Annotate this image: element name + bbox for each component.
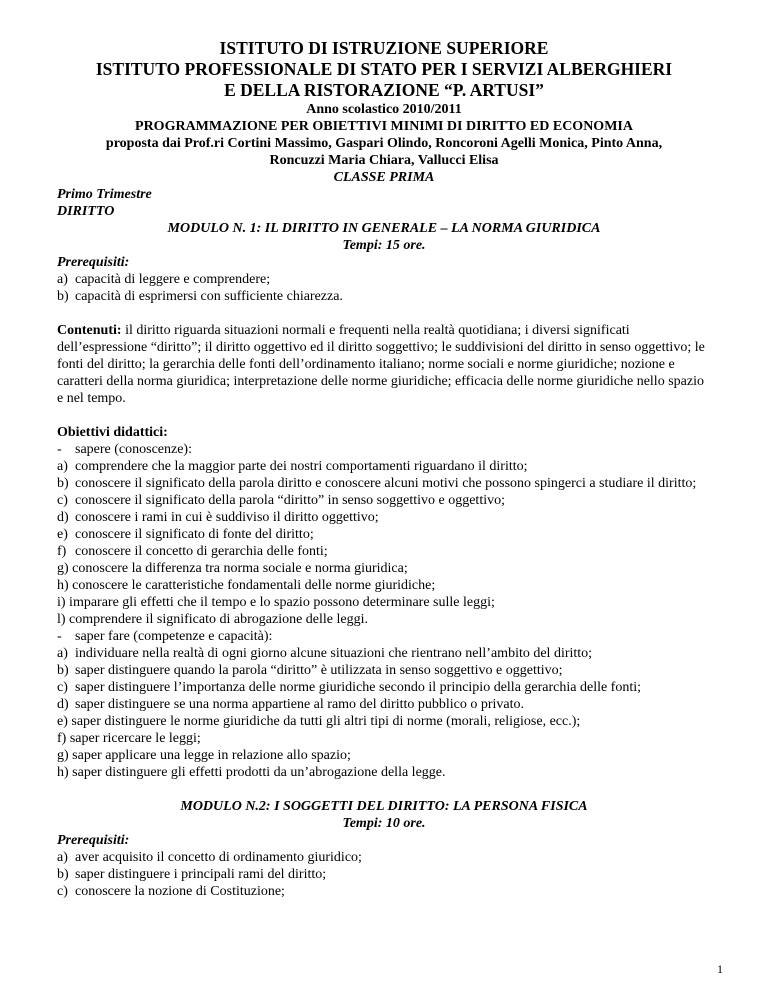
list-item: f) saper ricercare le leggi;	[57, 731, 201, 746]
prerequisites-list	[57, 271, 711, 305]
trimester-label: Primo Trimestre	[57, 187, 152, 202]
list-item: e) conoscere il significato di fonte del diritto;	[57, 527, 314, 542]
list-item: b) saper distinguere quando la parola “diritto” è utilizzata in senso soggettivo e oggettivo;	[57, 663, 563, 678]
class-label: CLASSE PRIMA	[333, 170, 435, 185]
module-2-title: MODULO N.2: I SOGGETTI DEL DIRITTO: LA PERSONA FISICA	[180, 799, 588, 814]
list-item: a) comprendere che la maggior parte dei nostri comportamenti riguardano il diritto;	[57, 459, 528, 474]
school-subtitle: ISTITUTO PROFESSIONALE DI STATO PER I SERVIZI ALBERGHIERI	[95, 59, 673, 79]
prerequisites-heading: Prerequisiti:	[57, 255, 130, 270]
skills-list	[57, 645, 711, 713]
list-item: b) conoscere il significato della parola diritto e conoscere alcuni motivi che possono spingerci a studiare il diritto;	[57, 476, 697, 491]
authors-line-2: Roncuzzi Maria Chiara, Vallucci Elisa	[269, 153, 499, 168]
knowledge-list	[57, 458, 711, 560]
list-item: a) aver acquisito il concetto di ordinamento giuridico;	[57, 850, 362, 865]
list-item: e) saper distinguere le norme giuridiche da tutti gli altri tipi di norme (morali, religiose, ecc.);	[57, 714, 581, 729]
document-page	[57, 38, 711, 900]
skills-heading: - saper fare (competenze e capacità):	[57, 629, 273, 644]
objectives-heading: Obiettivi didattici:	[57, 425, 168, 440]
list-item: c) conoscere il significato della parola “diritto” in senso soggettivo e oggettivo;	[57, 493, 505, 508]
list-item: l) comprendere il significato di abrogazione delle leggi.	[57, 612, 368, 627]
subject-label: DIRITTO	[57, 204, 115, 219]
list-item: h) saper distinguere gli effetti prodotti da un’abrogazione della legge.	[57, 765, 446, 780]
contents-paragraph	[57, 322, 711, 407]
page-number: 1	[717, 962, 723, 976]
program-title: PROGRAMMAZIONE PER OBIETTIVI MINIMI DI DIRITTO ED ECONOMIA	[135, 119, 633, 134]
list-item: d) conoscere i rami in cui è suddiviso il diritto oggettivo;	[57, 510, 379, 525]
list-item: g) saper applicare una legge in relazione allo spazio;	[57, 748, 351, 763]
contents-heading: Contenuti:	[57, 323, 122, 338]
list-item: i) imparare gli effetti che il tempo e lo spazio possono determinare sulle leggi;	[57, 595, 495, 610]
list-item: f) conoscere il concetto di gerarchia delle fonti;	[57, 544, 328, 559]
contents-text: il diritto riguarda situazioni normali e frequenti nella realtà quotidiana; i diversi significati dell’espressione “diritto”; il diritto oggettivo ed il diritto soggettivo; le suddivisioni del diritto in senso oggettivo; le fonti del diritto; la gerarchia delle fonti dell’ordinamento italiano; norme sociali e norme giuridiche; nozione e caratteri della norma giuridica; interpretazione delle norme giuridiche; efficacia delle norme giuridiche nello spazio e nel tempo.	[57, 323, 705, 406]
list-item: d) saper distinguere se una norma appartiene al ramo del diritto pubblico o privato.	[57, 697, 525, 712]
module-2-time: Tempi: 10 ore.	[342, 816, 426, 831]
school-subtitle-2: E DELLA RISTORAZIONE “P. ARTUSI”	[224, 80, 544, 100]
list-item: h) conoscere le caratteristiche fondamentali delle norme giuridiche;	[57, 578, 436, 593]
list-item: a) capacità di leggere e comprendere;	[57, 272, 271, 287]
module-1-time: Tempi: 15 ore.	[342, 238, 426, 253]
module-1-title: MODULO N. 1: IL DIRITTO IN GENERALE – LA NORMA GIURIDICA	[167, 221, 601, 236]
module-2-prerequisites-heading: Prerequisiti:	[57, 833, 130, 848]
school-title: ISTITUTO DI ISTRUZIONE SUPERIORE	[219, 38, 549, 58]
list-item: a) individuare nella realtà di ogni giorno alcune situazioni che rientrano nell’ambito del diritto;	[57, 646, 593, 661]
list-item: b) capacità di esprimersi con sufficiente chiarezza.	[57, 289, 343, 304]
list-item: g) conoscere la differenza tra norma sociale e norma giuridica;	[57, 561, 408, 576]
module-2-prerequisites-list	[57, 849, 711, 900]
list-item: c) conoscere la nozione di Costituzione;	[57, 884, 285, 899]
school-year: Anno scolastico 2010/2011	[306, 102, 462, 117]
knowledge-heading: - sapere (conoscenze):	[57, 442, 192, 457]
authors-line-1: proposta dai Prof.ri Cortini Massimo, Gaspari Olindo, Roncoroni Agelli Monica, Pinto Anna,	[105, 136, 663, 151]
list-item: c) saper distinguere l’importanza delle norme giuridiche secondo il principio della gerarchia delle fonti;	[57, 680, 642, 695]
list-item: b) saper distinguere i principali rami del diritto;	[57, 867, 327, 882]
